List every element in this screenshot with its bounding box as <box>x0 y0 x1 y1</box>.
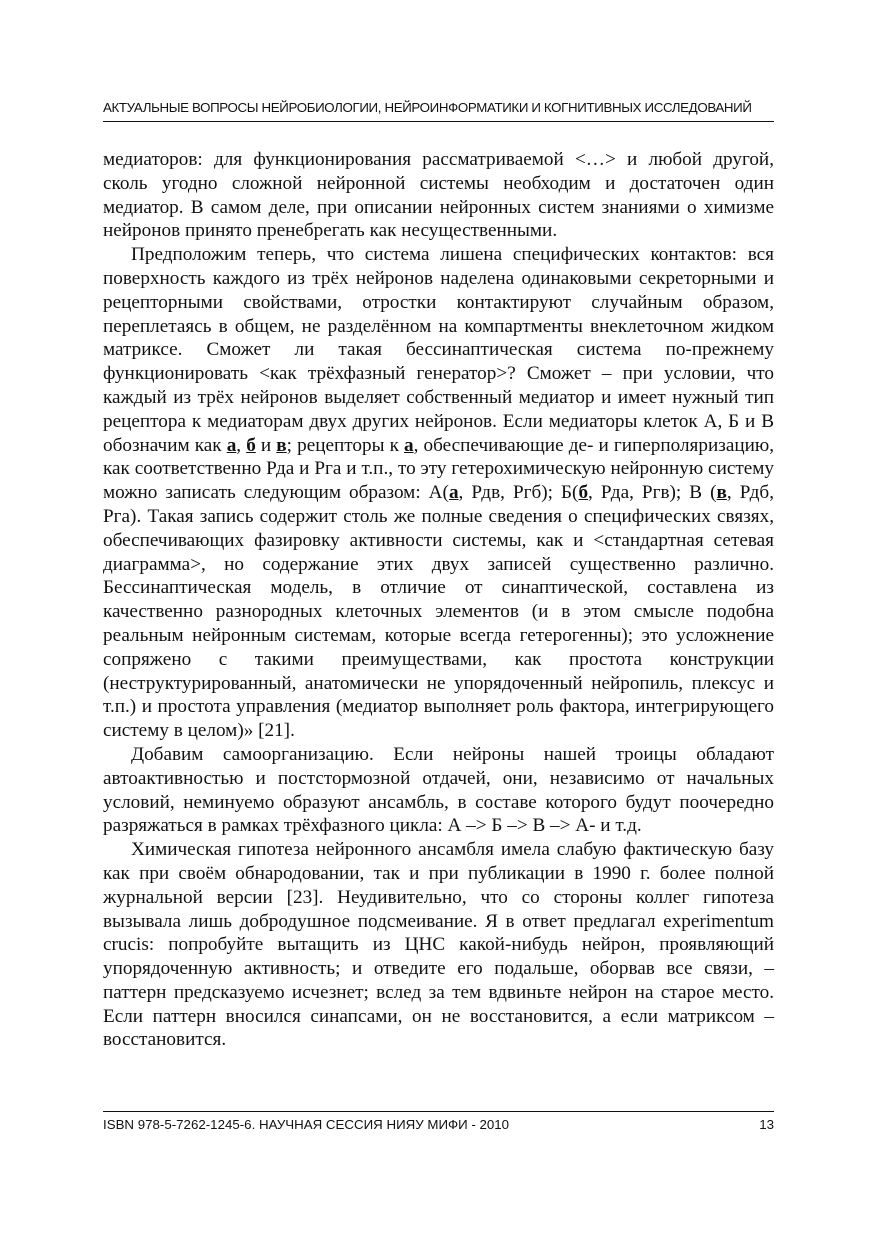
mediator-a: а <box>226 434 237 456</box>
mediator-b: б <box>246 434 256 456</box>
paragraph-3: Добавим самоорганизацию. Если нейроны нашей троицы обладают автоактивностью и постстормозной отдачей, они, независимо от начальных условий, неминуемо образуют ансамбль, в составе которого будут поочередно разряжаться в рамках трёхфазного цикла: А –> Б –> В –> А- и т.д. <box>103 743 774 837</box>
p2-text-5: , обеспечивающие де- и гиперполяризацию, как соответственно Рда и Рга и т.п., то эту гетерохимическую нейронную систему можно записать следующим образом: А( <box>103 434 774 504</box>
mediator-v-2: в <box>716 482 727 504</box>
footer-isbn: ISBN 978-5-7262-1245-6. НАУЧНАЯ СЕССИЯ НИЯУ МИФИ - 2010 <box>103 1117 510 1132</box>
p2-text-7: , Рда, Ргв); В ( <box>588 482 717 504</box>
p2-text-3: и <box>255 434 277 456</box>
mediator-b-2: б <box>578 482 589 504</box>
page-footer <box>103 1116 774 1134</box>
p2-text-8: , Рдб, Рга). Такая запись содержит столь же полные сведения о специфических связях, обеспечивающих фазировку активности системы, как и <стандартная сетевая диаграмма>, но содержание этих двух записей существенно различно. Бессинаптическая модель, в отличие от синаптической, составлена из качественно разнородных клеточных элементов (и в этом смысле подобна реальным нейронным системам, которые всегда гетерогенны); это усложнение сопряжено с такими преимуществами, как простота конструкции (неструктурированный, анатомически не упорядоченный нейропиль, плексус и т.п.) и простота управления (медиатор выполняет роль фактора, интегрирующего систему в целом)» [21]. <box>103 482 774 742</box>
footer-divider <box>103 1111 774 1112</box>
paragraph-4: Химическая гипотеза нейронного ансамбля имела слабую фактическую базу как при своём обнародовании, так и при публикации в 1990 г. более полной журнальной версии [23]. Неудивительно, что со стороны коллег гипотеза вызывала лишь добродушное подсмеивание. Я в ответ предлагал experimentum crucis: попробуйте вытащить из ЦНС какой-нибудь нейрон, проявляющий упорядоченную активность; и отведите его подальше, оборвав все связи, – паттерн предсказуемо исчезнет; вслед за тем вдвиньте нейрон на старое место. Если паттерн вносился синапсами, он не восстановится, а если матриксом – восстановится. <box>103 839 774 1051</box>
p2-text-2: , <box>236 434 247 456</box>
page-number: 13 <box>759 1117 774 1132</box>
p2-text-1: Предположим теперь, что система лишена специфических контактов: вся поверхность каждого из трёх нейронов наделена одинаковыми секреторными и рецепторными свойствами, отростки контактируют случайным образом, переплетаясь в общем, не разделённом на компартменты внеклеточном жидком матриксе. Сможет ли такая бессинаптическая система по-прежнему функционировать <как трёхфазный генератор>? Сможет – при условии, что каждый из трёх нейронов выделяет собственный медиатор и имеет нужный тип рецептора к медиаторам двух других нейронов. Если медиаторы клеток А, Б и В обозначим как <box>103 244 774 456</box>
mediator-a-2: а <box>404 434 414 456</box>
header-divider <box>103 121 774 122</box>
paragraph-1: медиаторов: для функционирования рассматриваемой <…> и любой другой, сколь угодно сложной нейронной системы необходим и достаточен один медиатор. В самом деле, при описании нейронных систем знаниями о химизме нейронов принято пренебрегать как несущественными. <box>103 149 774 242</box>
p2-text-6: , Рдв, Ргб); Б( <box>458 482 579 504</box>
main-text <box>103 148 774 1052</box>
p2-text-4: ; рецепторы к <box>286 434 405 456</box>
mediator-v: в <box>276 434 287 456</box>
mediator-a-3: а <box>448 482 459 504</box>
paragraph-2 <box>103 243 774 743</box>
running-header: АКТУАЛЬНЫЕ ВОПРОСЫ НЕЙРОБИОЛОГИИ, НЕЙРОИНФОРМАТИКИ И КОГНИТИВНЫХ ИССЛЕДОВАНИЙ <box>103 100 752 115</box>
